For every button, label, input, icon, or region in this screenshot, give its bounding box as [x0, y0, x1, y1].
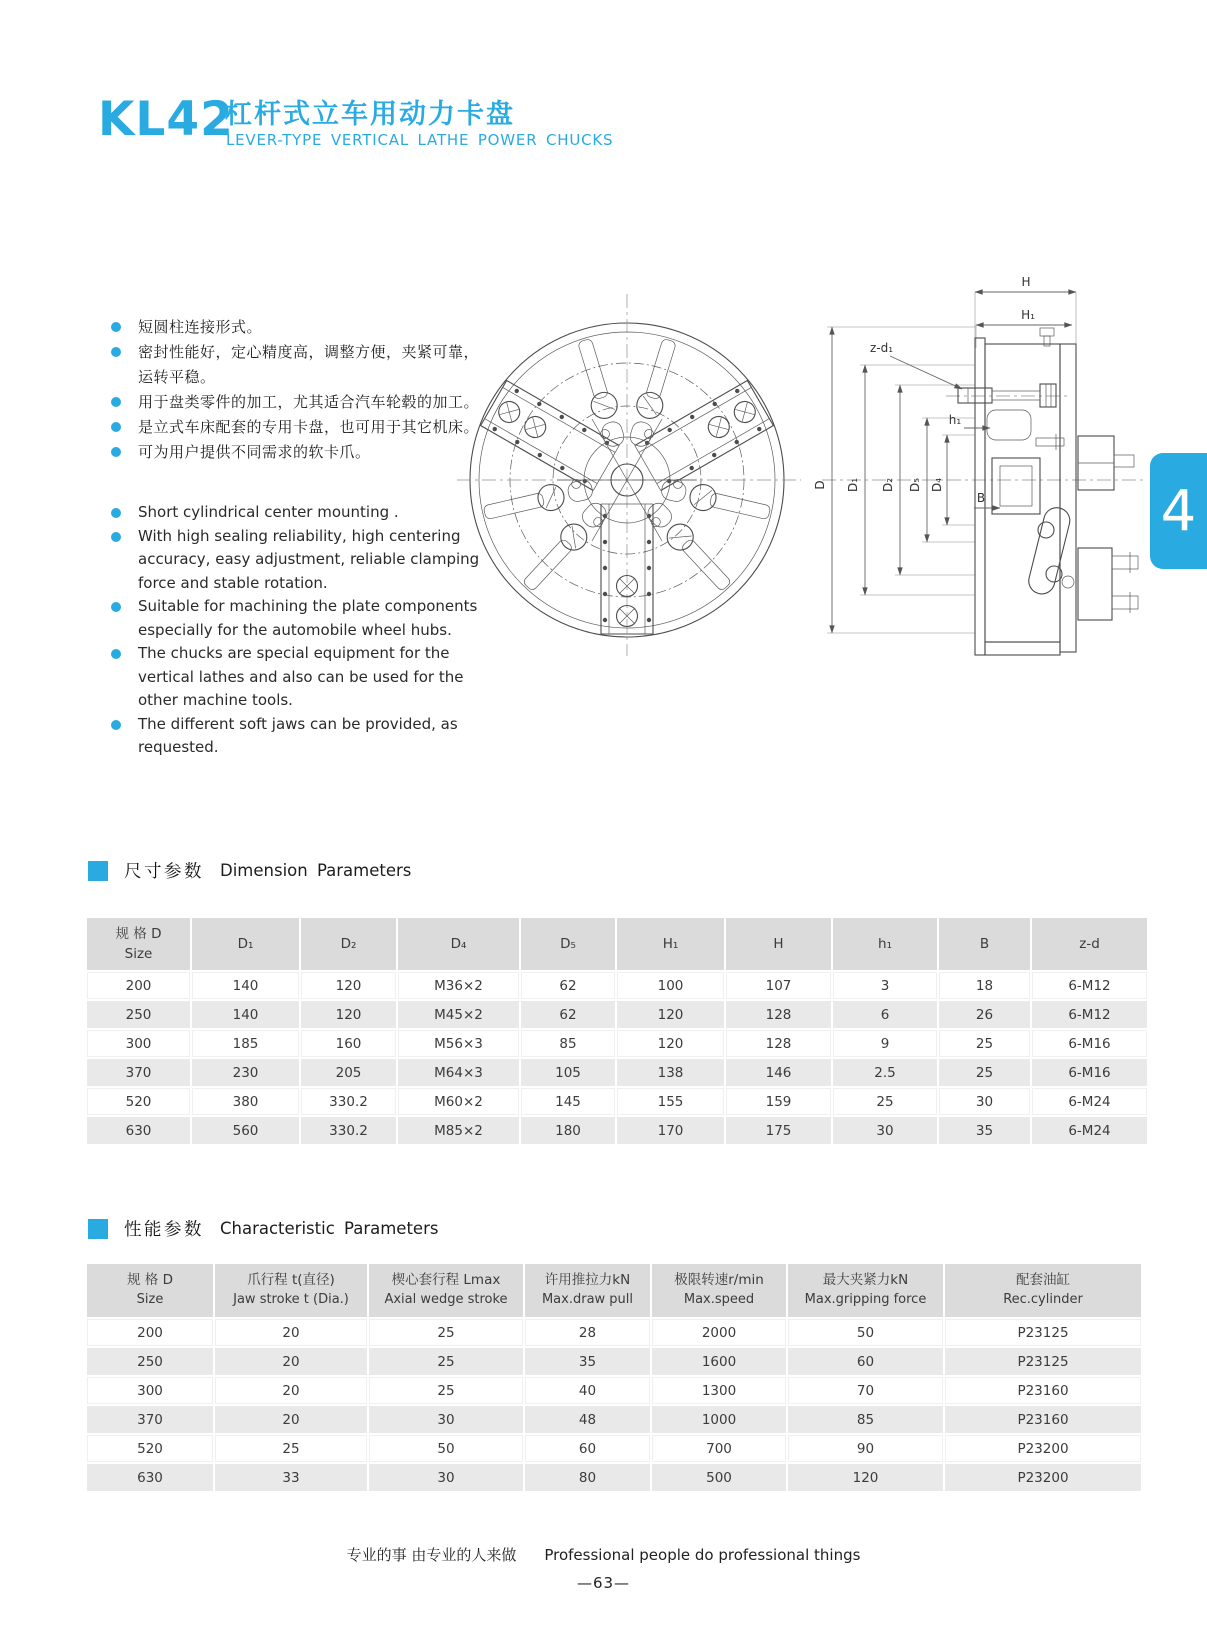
- table-cell: M56×3: [398, 1030, 519, 1057]
- table-cell: 20: [215, 1406, 367, 1433]
- table-row: [87, 1435, 1141, 1462]
- model-code: KL42: [98, 92, 234, 147]
- column-header-en: Max.draw pull: [541, 1291, 634, 1307]
- footer-slogan: [0, 1544, 1207, 1565]
- section-title-en: Characteristic Parameters: [220, 1219, 439, 1238]
- table-cell: M36×2: [398, 972, 519, 999]
- table-cell: 1600: [652, 1348, 786, 1375]
- table-cell: 630: [87, 1117, 190, 1144]
- table-cell: M45×2: [398, 1001, 519, 1028]
- table-cell: 370: [87, 1406, 213, 1433]
- footer-slogan-zh: 专业的事 由专业的人来做: [346, 1546, 517, 1564]
- column-header: D₁: [192, 918, 299, 970]
- table-cell: P23160: [945, 1377, 1141, 1404]
- column-header: [87, 918, 190, 970]
- table-header-row: [87, 1264, 1141, 1317]
- table-cell: 6-M12: [1032, 1001, 1147, 1028]
- feature-text: 密封性能好，定心精度高，调整方便，夹紧可靠，运转平稳。: [138, 343, 480, 386]
- feature-text: With high sealing reliability, high centering accuracy, easy adjustment, reliable clamping force and stable rotation.: [138, 526, 480, 592]
- column-header: [652, 1264, 786, 1317]
- table-cell: 70: [788, 1377, 943, 1404]
- table-cell: 20: [215, 1348, 367, 1375]
- bullet-icon: [111, 649, 121, 659]
- column-header: D₅: [521, 918, 615, 970]
- column-header: [525, 1264, 650, 1317]
- list-item: [111, 595, 483, 642]
- section-title-zh: 性能参数: [124, 1220, 204, 1240]
- table-cell: 25: [369, 1319, 523, 1346]
- table-cell: 205: [301, 1059, 396, 1086]
- list-item: [111, 501, 483, 525]
- table-cell: 140: [192, 1001, 299, 1028]
- column-header: D₄: [398, 918, 519, 970]
- table-cell: 30: [939, 1088, 1030, 1115]
- table-cell: 30: [369, 1464, 523, 1491]
- dim-label-D1: D₁: [846, 477, 860, 493]
- bullet-icon: [111, 347, 121, 357]
- column-header: [369, 1264, 523, 1317]
- table-cell: 180: [521, 1117, 615, 1144]
- table-cell: 120: [617, 1001, 724, 1028]
- table-row: [87, 1088, 1147, 1115]
- bullet-icon: [111, 602, 121, 612]
- table-cell: 185: [192, 1030, 299, 1057]
- footer-slogan-en: Professional people do professional things: [544, 1546, 861, 1564]
- dim-label-D2: D₂: [881, 477, 895, 493]
- table-cell: 700: [652, 1435, 786, 1462]
- table-cell: 120: [301, 1001, 396, 1028]
- feature-text: Suitable for machining the plate components especially for the automobile wheel hubs.: [138, 597, 478, 639]
- table-cell: 330.2: [301, 1117, 396, 1144]
- chapter-number: 4: [1160, 478, 1197, 544]
- feature-text: 是立式车床配套的专用卡盘，也可用于其它机床。: [138, 418, 480, 436]
- features-en-list: [111, 501, 483, 760]
- column-header: B: [939, 918, 1030, 970]
- column-header: [788, 1264, 943, 1317]
- table-cell: 107: [726, 972, 831, 999]
- column-header-en: Max.gripping force: [804, 1291, 927, 1307]
- table-row: [87, 1377, 1141, 1404]
- table-cell: 25: [369, 1348, 523, 1375]
- table-cell: 6-M24: [1032, 1088, 1147, 1115]
- table-cell: 560: [192, 1117, 299, 1144]
- table-cell: 6: [833, 1001, 937, 1028]
- table-row: [87, 972, 1147, 999]
- table-cell: 100: [617, 972, 724, 999]
- table-cell: 1300: [652, 1377, 786, 1404]
- column-header-zh: 爪行程 t(直径): [247, 1272, 335, 1289]
- table-header-row: [87, 918, 1147, 970]
- table-cell: M60×2: [398, 1088, 519, 1115]
- table-cell: 230: [192, 1059, 299, 1086]
- table-cell: 6-M24: [1032, 1117, 1147, 1144]
- table-cell: 6-M16: [1032, 1030, 1147, 1057]
- table-cell: 520: [87, 1088, 190, 1115]
- table-cell: 250: [87, 1001, 190, 1028]
- list-item: [111, 642, 483, 713]
- table-cell: 30: [369, 1406, 523, 1433]
- column-header-zh: 许用推拉力kN: [544, 1272, 631, 1289]
- table-cell: P23125: [945, 1319, 1141, 1346]
- table-cell: 62: [521, 972, 615, 999]
- table-cell: 128: [726, 1030, 831, 1057]
- column-header: h₁: [833, 918, 937, 970]
- table-cell: 25: [833, 1088, 937, 1115]
- section-marker-icon: [88, 1219, 108, 1239]
- list-item: [111, 390, 483, 415]
- table-cell: 159: [726, 1088, 831, 1115]
- table-cell: 120: [788, 1464, 943, 1491]
- table-cell: 1000: [652, 1406, 786, 1433]
- column-header-en: Axial wedge stroke: [384, 1291, 508, 1307]
- characteristic-table: [85, 1262, 1143, 1493]
- table-cell: 85: [521, 1030, 615, 1057]
- table-cell: 60: [525, 1435, 650, 1462]
- bullet-icon: [111, 397, 121, 407]
- column-header-zh: 极限转速r/min: [674, 1272, 764, 1289]
- table-cell: 50: [788, 1319, 943, 1346]
- table-cell: P23125: [945, 1348, 1141, 1375]
- column-header-zh: 规 格 D: [115, 925, 162, 942]
- column-header: H₁: [617, 918, 724, 970]
- table-cell: 40: [525, 1377, 650, 1404]
- dimension-table: [85, 916, 1149, 1146]
- table-cell: 500: [652, 1464, 786, 1491]
- dim-label-h1: h₁: [948, 413, 962, 427]
- table-cell: 145: [521, 1088, 615, 1115]
- table-cell: 200: [87, 972, 190, 999]
- table-cell: 2.5: [833, 1059, 937, 1086]
- table-cell: 170: [617, 1117, 724, 1144]
- bullet-icon: [111, 447, 121, 457]
- table-cell: 128: [726, 1001, 831, 1028]
- table-cell: 120: [617, 1030, 724, 1057]
- column-header: z-d: [1032, 918, 1147, 970]
- column-header-en: Size: [136, 1291, 164, 1307]
- column-header-en: Rec.cylinder: [1003, 1291, 1083, 1307]
- table-cell: 60: [788, 1348, 943, 1375]
- list-item: [111, 315, 483, 340]
- dim-label-D: D: [813, 480, 827, 490]
- column-header-zh: 配套油缸: [1016, 1272, 1070, 1289]
- table-cell: M64×3: [398, 1059, 519, 1086]
- table-cell: 9: [833, 1030, 937, 1057]
- table-row: [87, 1001, 1147, 1028]
- bullet-icon: [111, 508, 121, 518]
- characteristic-table-body: [87, 1319, 1141, 1491]
- table-row: [87, 1406, 1141, 1433]
- dim-label-D5: D₅: [908, 477, 922, 493]
- list-item: [111, 713, 483, 760]
- table-cell: 26: [939, 1001, 1030, 1028]
- column-header-zh: 最大夹紧力kN: [822, 1272, 909, 1289]
- table-cell: P23200: [945, 1464, 1141, 1491]
- list-item: [111, 440, 483, 465]
- column-header: H: [726, 918, 831, 970]
- column-header-zh: 楔心套行程 Lmax: [391, 1272, 501, 1289]
- column-header: [945, 1264, 1141, 1317]
- table-cell: 300: [87, 1030, 190, 1057]
- table-cell: 520: [87, 1435, 213, 1462]
- table-cell: 155: [617, 1088, 724, 1115]
- column-header: D₂: [301, 918, 396, 970]
- table-cell: 6-M12: [1032, 972, 1147, 999]
- section-header-characteristic: [88, 1216, 438, 1241]
- bullet-icon: [111, 322, 121, 332]
- bullet-icon: [111, 422, 121, 432]
- dim-label-zd1: z-d₁: [870, 341, 894, 355]
- table-cell: P23200: [945, 1435, 1141, 1462]
- table-cell: 3: [833, 972, 937, 999]
- table-cell: M85×2: [398, 1117, 519, 1144]
- table-cell: 2000: [652, 1319, 786, 1346]
- dim-label-B: B: [976, 491, 986, 505]
- page-title-zh: 杠杆式立车用动力卡盘: [225, 99, 515, 130]
- table-cell: 35: [939, 1117, 1030, 1144]
- table-cell: 30: [833, 1117, 937, 1144]
- table-row: [87, 1348, 1141, 1375]
- table-cell: 175: [726, 1117, 831, 1144]
- column-header-en: Max.speed: [683, 1291, 755, 1307]
- table-cell: 18: [939, 972, 1030, 999]
- feature-text: 可为用户提供不同需求的软卡爪。: [138, 443, 371, 461]
- table-cell: 25: [369, 1377, 523, 1404]
- table-cell: 120: [301, 972, 396, 999]
- table-row: [87, 1059, 1147, 1086]
- table-cell: 20: [215, 1319, 367, 1346]
- page-number: —63—: [576, 1574, 631, 1592]
- chapter-tab: [1150, 453, 1207, 569]
- table-cell: 630: [87, 1464, 213, 1491]
- section-title-zh: 尺寸参数: [124, 862, 204, 882]
- table-cell: P23160: [945, 1406, 1141, 1433]
- table-cell: 160: [301, 1030, 396, 1057]
- chuck-side-view-drawing: [778, 252, 1150, 672]
- bullet-icon: [111, 532, 121, 542]
- table-cell: 35: [525, 1348, 650, 1375]
- table-cell: 28: [525, 1319, 650, 1346]
- table-cell: 6-M16: [1032, 1059, 1147, 1086]
- feature-text: 短圆柱连接形式。: [138, 318, 263, 336]
- dim-label-H1: H₁: [1021, 308, 1035, 322]
- section-marker-icon: [88, 861, 108, 881]
- bullet-icon: [111, 720, 121, 730]
- table-cell: 90: [788, 1435, 943, 1462]
- table-cell: 25: [939, 1030, 1030, 1057]
- table-row: [87, 1319, 1141, 1346]
- table-cell: 370: [87, 1059, 190, 1086]
- feature-text: The chucks are special equipment for the vertical lathes and also can be used for the other machine tools.: [138, 644, 464, 709]
- feature-text: The different soft jaws can be provided, as requested.: [138, 714, 458, 756]
- feature-text: Short cylindrical center mounting .: [138, 503, 399, 521]
- dim-label-H: H: [1021, 275, 1031, 289]
- table-cell: 300: [87, 1377, 213, 1404]
- table-cell: 330.2: [301, 1088, 396, 1115]
- column-header-en: Size: [124, 946, 153, 962]
- list-item: [111, 525, 483, 596]
- column-header: [87, 1264, 213, 1317]
- table-cell: 25: [215, 1435, 367, 1462]
- table-cell: 50: [369, 1435, 523, 1462]
- page-title-en: LEVER-TYPE VERTICAL LATHE POWER CHUCKS: [226, 131, 614, 149]
- column-header-zh: 规 格 D: [127, 1272, 173, 1289]
- features-zh-list: [111, 315, 483, 465]
- table-cell: 105: [521, 1059, 615, 1086]
- table-cell: 250: [87, 1348, 213, 1375]
- table-cell: 200: [87, 1319, 213, 1346]
- table-row: [87, 1464, 1141, 1491]
- table-cell: 138: [617, 1059, 724, 1086]
- table-cell: 80: [525, 1464, 650, 1491]
- section-header-dimension: [88, 858, 411, 883]
- column-header: [215, 1264, 367, 1317]
- dimension-table-body: [87, 972, 1147, 1144]
- table-cell: 20: [215, 1377, 367, 1404]
- list-item: [111, 340, 483, 390]
- dim-label-D4: D₄: [930, 477, 944, 493]
- section-title-en: Dimension Parameters: [220, 861, 412, 880]
- table-cell: 140: [192, 972, 299, 999]
- table-cell: 146: [726, 1059, 831, 1086]
- table-cell: 25: [939, 1059, 1030, 1086]
- list-item: [111, 415, 483, 440]
- feature-text: 用于盘类零件的加工，尤其适合汽车轮毂的加工。: [138, 393, 480, 411]
- table-cell: 48: [525, 1406, 650, 1433]
- table-cell: 62: [521, 1001, 615, 1028]
- chuck-front-view-drawing: [455, 288, 803, 660]
- table-cell: 85: [788, 1406, 943, 1433]
- table-row: [87, 1117, 1147, 1144]
- column-header-en: Jaw stroke t (Dia.): [233, 1291, 349, 1307]
- table-cell: 33: [215, 1464, 367, 1491]
- table-cell: 380: [192, 1088, 299, 1115]
- table-row: [87, 1030, 1147, 1057]
